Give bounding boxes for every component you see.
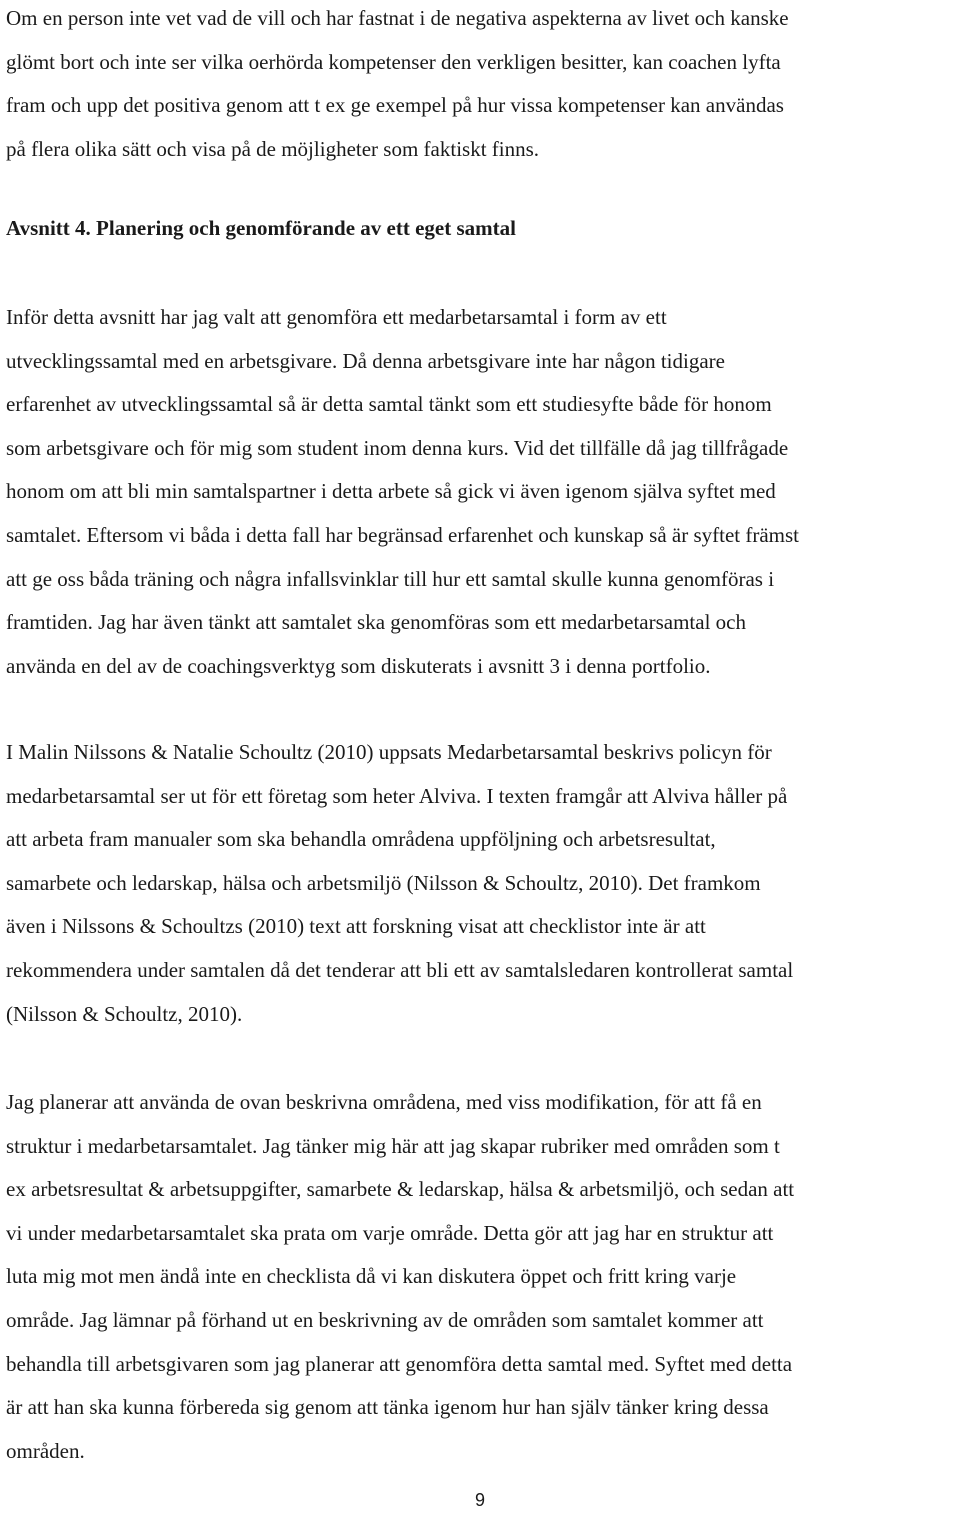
text-line: även i Nilssons & Schoultzs (2010) text att forskning visat att checklistor inte är att (6, 914, 706, 939)
text-line: honom om att bli min samtalspartner i detta arbete så gick vi även igenom själva syftet med (6, 479, 776, 504)
text-line: på flera olika sätt och visa på de möjligheter som faktiskt finns. (6, 136, 540, 161)
text-line: framtiden. Jag har även tänkt att samtalet ska genomföras som ett medarbetarsamtal och (6, 610, 746, 635)
text-line: vi under medarbetarsamtalet ska prata om varje område. Detta gör att jag har en struktur att (6, 1220, 774, 1245)
text-line: område. Jag lämnar på förhand ut en beskrivning av de områden som samtalet kommer att (6, 1307, 764, 1332)
text-line: att ge oss båda träning och några infallsvinklar till hur ett samtal skulle kunna genomföras i (6, 566, 775, 591)
text-line: Inför detta avsnitt har jag valt att genomföra ett medarbetarsamtal i form av ett (6, 305, 667, 329)
text-line: glömt bort och inte ser vilka oerhörda kompetenser den verkligen besitter, kan coachen lyfta (6, 49, 781, 74)
text-line: fram och upp det positiva genom att t ex ge exempel på hur vissa kompetenser kan användas (6, 93, 784, 118)
paragraph-planning (6, 296, 956, 688)
text-line: samarbete och ledarskap, hälsa och arbetsmiljö (Nilsson & Schoultz, 2010). Det framkom (6, 870, 761, 895)
text-line: (Nilsson & Schoultz, 2010). (6, 1001, 243, 1026)
text-line: struktur i medarbetarsamtalet. Jag tänker mig här att jag skapar rubriker med områden som t (6, 1133, 780, 1158)
text-line: samtalet. Eftersom vi båda i detta fall har begränsad erfarenhet och kunskap så är syftet främst (6, 522, 800, 547)
text-line: Jag planerar att använda de ovan beskrivna områdena, med viss modifikation, för att få en (6, 1090, 762, 1114)
text-line: som arbetsgivare och för mig som student inom denna kurs. Vid det tillfälle då jag tillfrågade (6, 435, 789, 460)
text-line: områden. (6, 1438, 85, 1463)
text-line: behandla till arbetsgivaren som jag planerar att genomföra detta samtal med. Syftet med detta (6, 1351, 793, 1376)
text-line: använda en del av de coachingsverktyg som diskuterats i avsnitt 3 i denna portfolio. (6, 653, 711, 678)
text-line: rekommendera under samtalen då det tenderar att bli ett av samtalsledaren kontrollerat samtal (6, 957, 794, 982)
text-line: ex arbetsresultat & arbetsuppgifter, samarbete & ledarskap, hälsa & arbetsmiljö, och sedan att (6, 1177, 795, 1202)
text-line: erfarenhet av utvecklingssamtal så är detta samtal tänkt som ett studiesyfte både för honom (6, 392, 772, 417)
section-heading: Avsnitt 4. Planering och genomförande av ett eget samtal (6, 216, 516, 240)
paragraph-intro (6, 0, 956, 171)
text-line: att arbeta fram manualer som ska behandla områdena uppföljning och arbetsresultat, (6, 827, 716, 852)
text-line: I Malin Nilssons & Natalie Schoultz (2010) uppsats Medarbetarsamtal beskrivs policyn för (6, 740, 772, 764)
paragraph-alviva (6, 731, 956, 1036)
text-line: medarbetarsamtal ser ut för ett företag som heter Alviva. I texten framgår att Alviva håller på (6, 783, 788, 808)
text-line: luta mig mot men ändå inte en checklista då vi kan diskutera öppet och fritt kring varje (6, 1264, 737, 1289)
text-line: utvecklingssamtal med en arbetsgivare. Då denna arbetsgivare inte har någon tidigare (6, 348, 725, 373)
paragraph-structure (6, 1081, 956, 1473)
page-number: 9 (474, 1490, 485, 1510)
text-line: Om en person inte vet vad de vill och har fastnat i de negativa aspekterna av livet och kanske (6, 6, 789, 30)
text-line: är att han ska kunna förbereda sig genom att tänka igenom hur han själv tänker kring dessa (6, 1395, 769, 1420)
